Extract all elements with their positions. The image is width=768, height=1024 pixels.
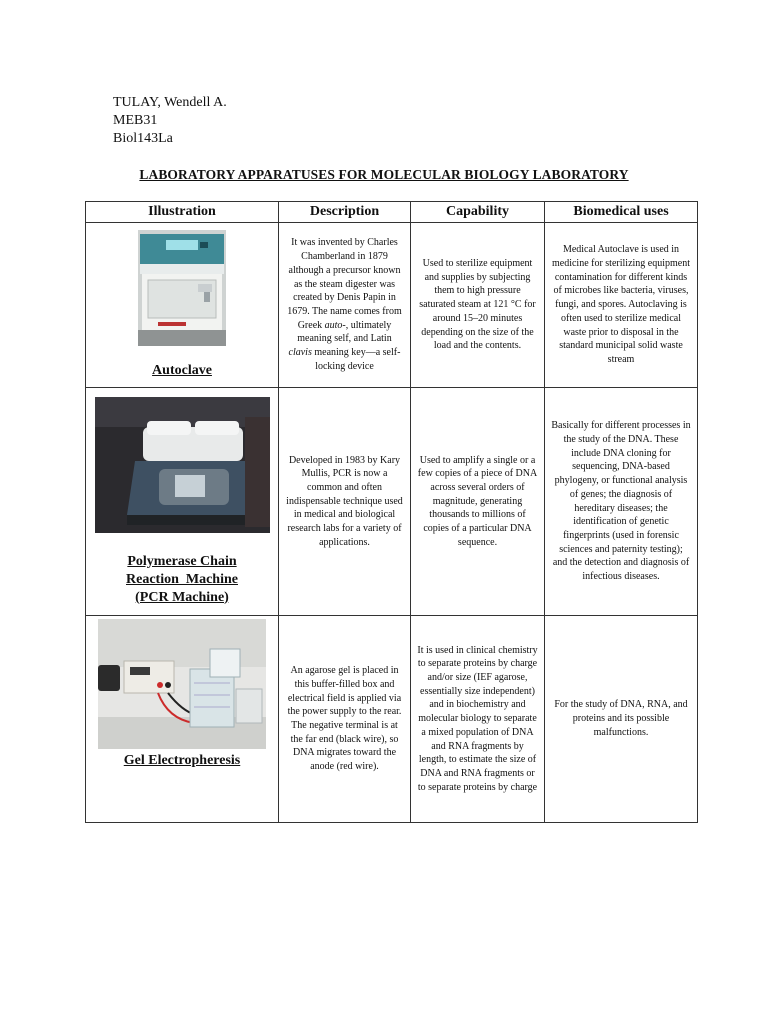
description-cell bbox=[279, 616, 411, 823]
illustration-cell bbox=[86, 616, 279, 823]
table-row-gel-electrophoresis bbox=[86, 616, 698, 823]
column-header-biomedical-uses: Biomedical uses bbox=[545, 202, 698, 223]
column-header-description: Description bbox=[279, 202, 411, 223]
column-header-capability: Capability bbox=[411, 202, 545, 223]
page-title: LABORATORY APPARATUSES FOR MOLECULAR BIOLOGY LABORATORY bbox=[139, 167, 629, 182]
capability-text: Used to sterilize equipment and supplies by subjecting them to high pressure saturated steam at 121 °C for around 15–20 minutes depending on the size of the load and the contents. bbox=[419, 258, 536, 352]
biomedical-uses-text: For the study of DNA, RNA, and proteins and its possible malfunctions. bbox=[554, 699, 688, 738]
capability-text: Used to amplify a single or a few copies of a piece of DNA across several orders of magnitude, generating thousands to millions of copies of a particular DNA sequence. bbox=[417, 454, 538, 548]
description-cell bbox=[279, 388, 411, 616]
capability-cell bbox=[411, 388, 545, 616]
pcr-machine-photo bbox=[95, 397, 270, 533]
apparatus-name bbox=[86, 553, 278, 607]
description-text: It was invented by Charles Chamberland in 1879 although a precursor known as the steam digester was created by Denis Papin in 1679. The name comes from Greek auto-, ultimately meaning self, and Latin clavis meaning key—a self-locking device bbox=[287, 237, 402, 372]
apparatus-name-line: Reaction Machine bbox=[126, 571, 238, 587]
capability-cell bbox=[411, 223, 545, 388]
biomedical-uses-text: Medical Autoclave is used in medicine for sterilizing equipment contamination for different kinds of microbes like bacteria, viruses, fungi, and spores. Autoclaving is often used to sterilize medical waste prior to disposal in the standard municipal solid waste stream bbox=[551, 244, 690, 365]
gel-electrophoresis-photo bbox=[98, 619, 266, 749]
student-header bbox=[113, 94, 227, 148]
biomedical-uses-cell bbox=[545, 616, 698, 823]
illustration-cell bbox=[86, 388, 279, 616]
description-cell bbox=[279, 223, 411, 388]
table-header-row bbox=[86, 202, 698, 223]
description-text: Developed in 1983 by Kary Mullis, PCR is now a common and often indispensable technique used in medical and biological research labs for a variety of applications. bbox=[286, 454, 403, 548]
apparatus-name-line: Polymerase Chain bbox=[127, 553, 237, 569]
table-row-autoclave bbox=[86, 223, 698, 388]
description-text: An agarose gel is placed in this buffer-filled box and electrical field is applied via the power supply to the rear. The negative terminal is at the far end (black wire), so DNA migrates toward the anode (red wire). bbox=[287, 665, 402, 773]
apparatus-name-line: (PCR Machine) bbox=[135, 589, 229, 605]
table-row-pcr-machine bbox=[86, 388, 698, 616]
biomedical-uses-cell bbox=[545, 223, 698, 388]
illustration-cell bbox=[86, 223, 279, 388]
course-code: Biol143La bbox=[113, 131, 173, 146]
autoclave-photo bbox=[138, 230, 226, 346]
apparatus-name: Gel Electropheresis bbox=[123, 752, 241, 768]
column-header-illustration: Illustration bbox=[86, 202, 279, 223]
capability-cell bbox=[411, 616, 545, 823]
apparatus-name: Autoclave bbox=[152, 363, 212, 378]
section-code: MEB31 bbox=[113, 113, 158, 128]
capability-text: It is used in clinical chemistry to separate proteins by charge and/or size (IEF agarose, essentially size independent) and in biochemistry and molecular biology to separate a mixed population of DNA and RNA fragments by length, to estimate the size of DNA and RNA fragments or to separate proteins by charge bbox=[417, 644, 538, 793]
student-name: TULAY, Wendell A. bbox=[113, 95, 227, 110]
biomedical-uses-text: Basically for different processes in the study of the DNA. These include DNA cloning for sequencing, DNA-based phylogeny, or functional analysis of genes; the diagnosis of hereditary diseases; the identification of genetic fingerprints (used in forensic sciences and paternity testing); and the detection and diagnosis of infectious diseases. bbox=[551, 420, 691, 583]
apparatus-table bbox=[85, 201, 698, 823]
biomedical-uses-cell bbox=[545, 388, 698, 616]
